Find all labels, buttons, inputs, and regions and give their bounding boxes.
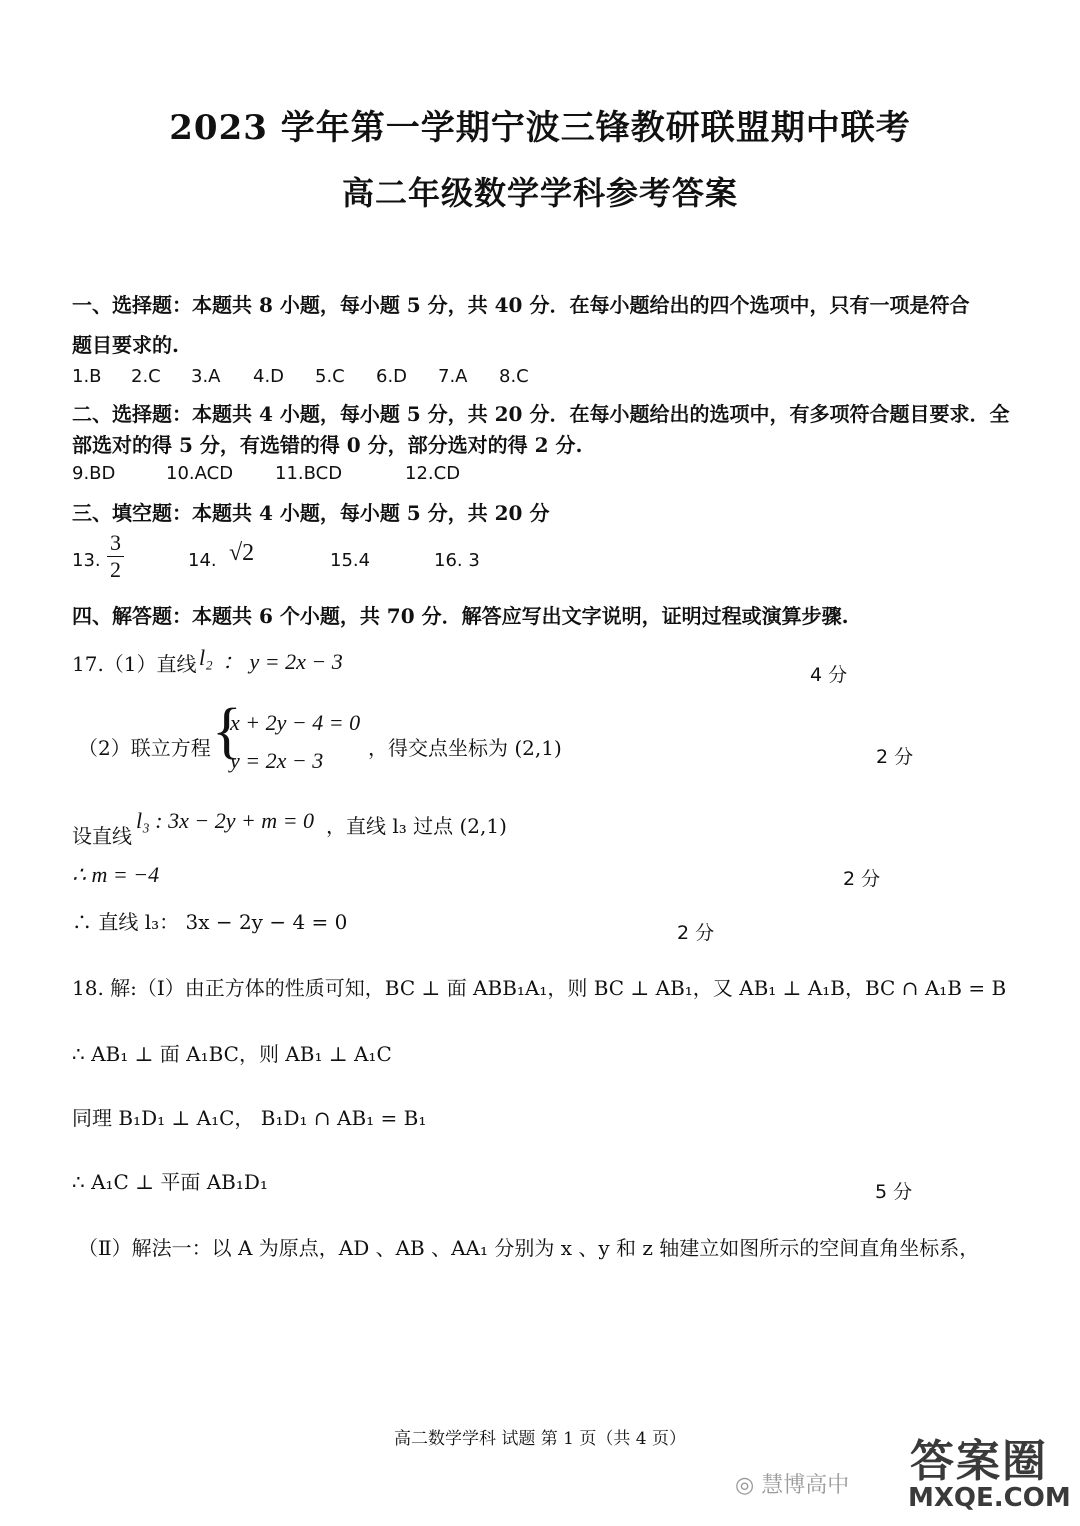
wechat-watermark-text: 慧博高中 bbox=[761, 1473, 850, 1498]
system-equation-2: y = 2x − 3 bbox=[230, 748, 324, 773]
answer-7: 7.A bbox=[438, 366, 468, 387]
q17-part1-equation: ： y = 2x − 3 bbox=[222, 649, 343, 674]
q17-line3-label: 设直线 bbox=[72, 824, 132, 848]
wechat-icon: ◎ bbox=[735, 1473, 755, 1498]
page-title: 2023 学年第一学期宁波三锋教研联盟期中联考 bbox=[169, 108, 911, 148]
section3-heading: 三、填空题：本题共 4 小题，每小题 5 分，共 20 分 bbox=[72, 501, 550, 525]
answer-9: 9.BD bbox=[72, 463, 116, 484]
q18-line3: 同理 B₁D₁ ⊥ A₁C， B₁D₁ ∩ AB₁ = B₁ bbox=[72, 1106, 427, 1130]
q18-line1: 18. 解:（Ⅰ）由正方体的性质可知，BC ⊥ 面 ABB₁A₁，则 BC ⊥ AB₁，又 AB₁ ⊥ A₁B，BC ∩ A₁B = B bbox=[72, 976, 1007, 1000]
system-brace: { bbox=[212, 697, 242, 765]
q17-final-line: ∴ 直线 l₃： 3x − 2y − 4 = 0 bbox=[72, 910, 348, 934]
page-footer: 高二数学学科 试题 第 1 页（共 4 页） bbox=[393, 1429, 687, 1449]
answer-3: 3.A bbox=[191, 366, 221, 387]
wechat-watermark bbox=[735, 1468, 849, 1499]
q17-line-name: l₂ bbox=[199, 645, 213, 670]
q17-part2-result: ，得交点坐标为 (2,1) bbox=[368, 736, 562, 760]
answer-11: 11.BCD bbox=[275, 463, 343, 484]
fraction-denominator: 2 bbox=[110, 557, 121, 582]
q18-line4-score: 5 分 bbox=[875, 1181, 913, 1203]
answer-6: 6.D bbox=[376, 366, 408, 387]
answer-15: 15.4 bbox=[330, 550, 371, 571]
answer-14-value: √2 bbox=[229, 540, 255, 566]
answer-4: 4.D bbox=[253, 366, 285, 387]
site-logo-text: 答案圈 bbox=[910, 1436, 1048, 1487]
q17-line3-tail: ，直线 l₃ 过点 (2,1) bbox=[326, 814, 507, 838]
answer-13-fraction bbox=[107, 530, 124, 583]
q18-line4: ∴ A₁C ⊥ 平面 AB₁D₁ bbox=[72, 1170, 268, 1194]
q17-part1-score: 4 分 bbox=[810, 664, 848, 686]
answer-1: 1.B bbox=[72, 366, 102, 387]
section1-heading-line1: 一、选择题：本题共 8 小题，每小题 5 分，共 40 分．在每小题给出的四个选项中，只有一项是符合 bbox=[72, 293, 970, 317]
q18-line5: （Ⅱ）解法一：以 A 为原点，AD 、AB 、AA₁ 分别为 x 、y 和 z 轴建立如图所示的空间直角坐标系， bbox=[78, 1236, 980, 1260]
q17-part1-label: 17.（1）直线 bbox=[72, 652, 197, 676]
page-subtitle: 高二年级数学学科参考答案 bbox=[341, 174, 738, 212]
system-equation-1: x + 2y − 4 = 0 bbox=[230, 710, 361, 735]
section2-heading-line1: 二、选择题：本题共 4 小题，每小题 5 分，共 20 分．在每小题给出的选项中，有多项符合题目要求．全 bbox=[72, 402, 1010, 426]
answer-5: 5.C bbox=[315, 366, 345, 387]
q17-part2-label: （2）联立方程 bbox=[78, 736, 211, 760]
answer-12: 12.CD bbox=[405, 463, 461, 484]
q17-final-score: 2 分 bbox=[677, 922, 715, 944]
answer-10: 10.ACD bbox=[166, 463, 234, 484]
q17-m-score: 2 分 bbox=[843, 868, 881, 890]
q17-m-value: ∴ m = −4 bbox=[72, 862, 160, 887]
q18-line2: ∴ AB₁ ⊥ 面 A₁BC，则 AB₁ ⊥ A₁C bbox=[72, 1042, 392, 1066]
answer-8: 8.C bbox=[499, 366, 529, 387]
fraction-numerator: 3 bbox=[107, 530, 124, 557]
site-watermark-logo bbox=[900, 1425, 1070, 1517]
section2-heading-line2: 部选对的得 5 分，有选错的得 0 分，部分选对的得 2 分. bbox=[72, 433, 583, 457]
answer-14-label: 14. bbox=[188, 550, 217, 571]
answer-13-label: 13. bbox=[72, 550, 101, 571]
answer-16: 16. 3 bbox=[434, 550, 480, 571]
section1-heading-line2: 题目要求的. bbox=[72, 333, 179, 357]
site-domain-text: MXQE.COM bbox=[908, 1483, 1071, 1513]
answer-2: 2.C bbox=[131, 366, 161, 387]
q17-line3-equation: l₃ : 3x − 2y + m = 0 bbox=[136, 808, 315, 833]
section4-heading: 四、解答题：本题共 6 个小题，共 70 分．解答应写出文字说明，证明过程或演算步骤. bbox=[72, 604, 849, 628]
q17-part2-score: 2 分 bbox=[876, 746, 914, 768]
